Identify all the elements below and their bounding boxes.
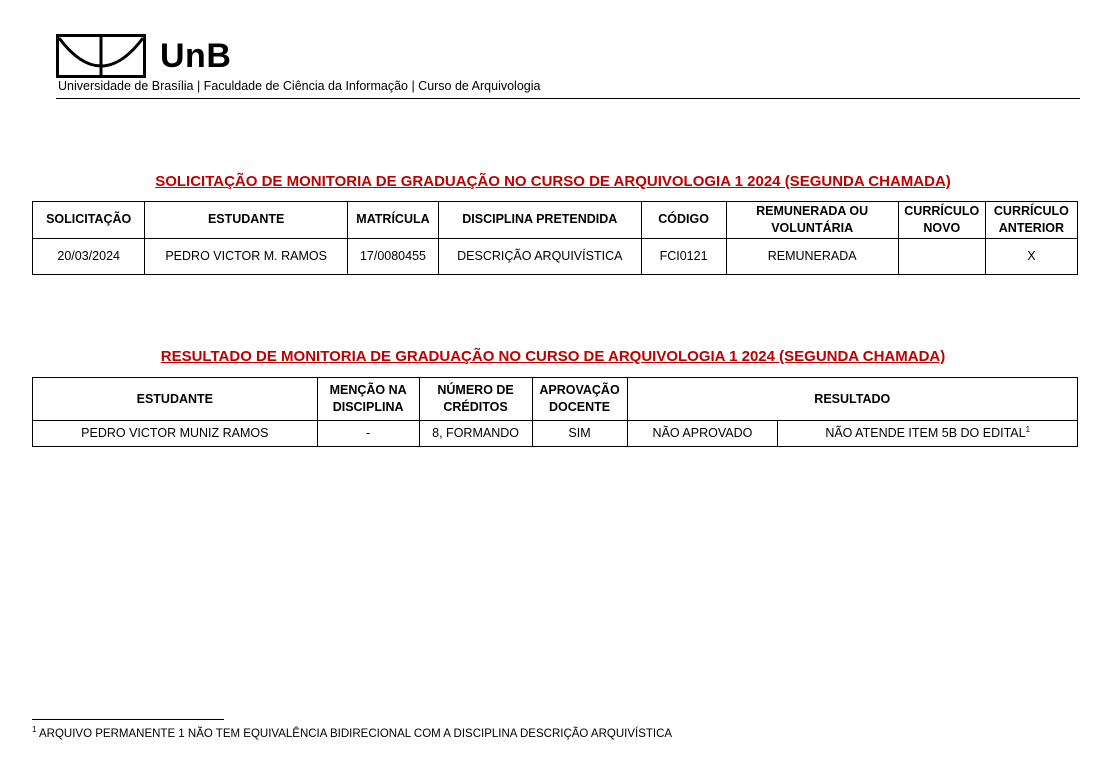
table-header-row [33, 202, 1078, 239]
resultado-title: RESULTADO DE MONITORIA DE GRADUAÇÃO NO CURSO DE ARQUIVOLOGIA 1 2024 (SEGUNDA CHAMADA) [160, 348, 946, 365]
table-row [33, 421, 1078, 447]
motivo-text: NÃO ATENDE ITEM 5B DO EDITAL [825, 426, 1026, 440]
cell-aprovacao: SIM [532, 421, 627, 447]
cell-mencao: - [317, 421, 419, 447]
table-row [33, 238, 1078, 274]
column-header: APROVAÇÃO DOCENTE [532, 378, 627, 421]
resultado-table [32, 377, 1078, 447]
document-header [56, 34, 540, 93]
column-header: ESTUDANTE [145, 202, 348, 239]
column-header: NÚMERO DE CRÉDITOS [419, 378, 532, 421]
cell-curriculo-anterior: X [985, 238, 1077, 274]
column-header: CÓDIGO [641, 202, 726, 239]
footnote [32, 725, 673, 740]
cell-matricula: 17/0080455 [347, 238, 438, 274]
solicitacao-title: SOLICITAÇÃO DE MONITORIA DE GRADUAÇÃO NO CURSO DE ARQUIVOLOGIA 1 2024 (SEGUNDA CHAMADA) [155, 173, 951, 190]
column-header: CURRÍCULO NOVO [898, 202, 985, 239]
cell-creditos: 8, FORMANDO [419, 421, 532, 447]
unb-logo [56, 34, 540, 78]
cell-estudante: PEDRO VICTOR M. RAMOS [145, 238, 348, 274]
table-header-row [33, 378, 1078, 421]
footnote-marker: 1 [32, 725, 37, 735]
cell-disciplina: DESCRIÇÃO ARQUIVÍSTICA [439, 238, 642, 274]
column-header: REMUNERADA OU VOLUNTÁRIA [726, 202, 898, 239]
column-header: ESTUDANTE [33, 378, 318, 421]
solicitacao-table [32, 201, 1078, 275]
cell-remunerada: REMUNERADA [726, 238, 898, 274]
footnote-divider [32, 719, 224, 720]
column-header: DISCIPLINA PRETENDIDA [439, 202, 642, 239]
column-header: CURRÍCULO ANTERIOR [985, 202, 1077, 239]
column-header: SOLICITAÇÃO [33, 202, 145, 239]
cell-resultado: NÃO APROVADO [627, 421, 778, 447]
institution-subtitle: Universidade de Brasília | Faculdade de Ciência da Informação | Curso de Arquivologia [58, 79, 541, 93]
column-header: MATRÍCULA [347, 202, 438, 239]
unb-logo-mark-icon [56, 34, 146, 78]
cell-resultado-motivo [778, 421, 1078, 447]
header-divider [56, 98, 1080, 99]
cell-curriculo-novo [898, 238, 985, 274]
cell-estudante: PEDRO VICTOR MUNIZ RAMOS [33, 421, 318, 447]
cell-codigo: FCI0121 [641, 238, 726, 274]
footnote-text: ARQUIVO PERMANENTE 1 NÃO TEM EQUIVALÊNCIA BIDIRECIONAL COM A DISCIPLINA DESCRIÇÃO ARQUIVÍSTICA [36, 728, 673, 740]
cell-solicitacao-date: 20/03/2024 [33, 238, 145, 274]
column-header: RESULTADO [627, 378, 1077, 421]
footnote-reference: 1 [1025, 424, 1031, 434]
logo-text: UnB [160, 37, 232, 75]
column-header: MENÇÃO NA DISCIPLINA [317, 378, 419, 421]
